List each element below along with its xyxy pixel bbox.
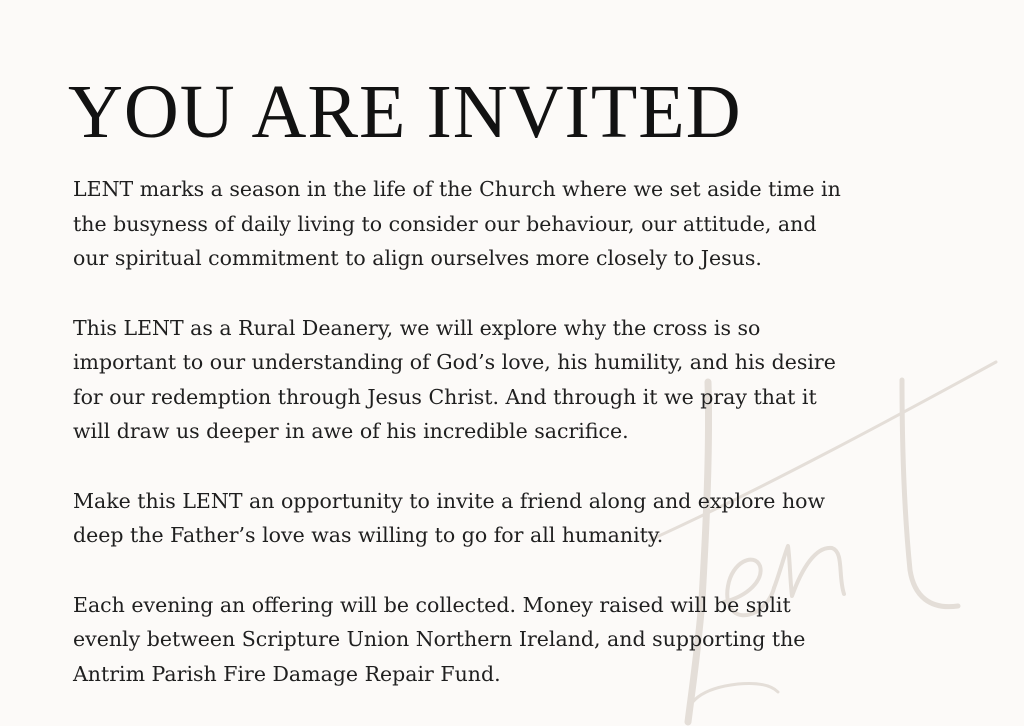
invitation-body: [73, 172, 953, 691]
text-line: Make this LENT an opportunity to invite a friend along and explore how: [73, 488, 826, 513]
paragraph-intro: [73, 172, 953, 276]
text-line: LENT marks a season in the life of the Church where we set aside time in: [73, 177, 841, 201]
text-line: will draw us deeper in awe of his incredible sacrifice.: [73, 419, 629, 443]
paragraph-deanery: [73, 311, 953, 449]
page-title: YOU ARE INVITED: [68, 70, 742, 154]
text-line: for our redemption through Jesus Christ. And through it we pray that it: [73, 384, 817, 409]
text-line: This LENT as a Rural Deanery, we will explore why the cross is so: [73, 315, 761, 340]
text-line: important to our understanding of God’s love, his humility, and his desire: [73, 350, 836, 374]
paragraph-offering: [73, 588, 953, 692]
text-line: deep the Father’s love was willing to go for all humanity.: [73, 523, 664, 547]
text-line: Antrim Parish Fire Damage Repair Fund.: [73, 661, 501, 686]
text-line: Each evening an offering will be collected. Money raised will be split: [73, 592, 791, 617]
paragraph-invite-friend: [73, 484, 953, 553]
text-line: our spiritual commitment to align ourselves more closely to Jesus.: [73, 246, 762, 270]
text-line: the busyness of daily living to consider our behaviour, our attitude, and: [73, 211, 817, 236]
text-line: evenly between Scripture Union Northern Ireland, and supporting the: [73, 627, 806, 651]
